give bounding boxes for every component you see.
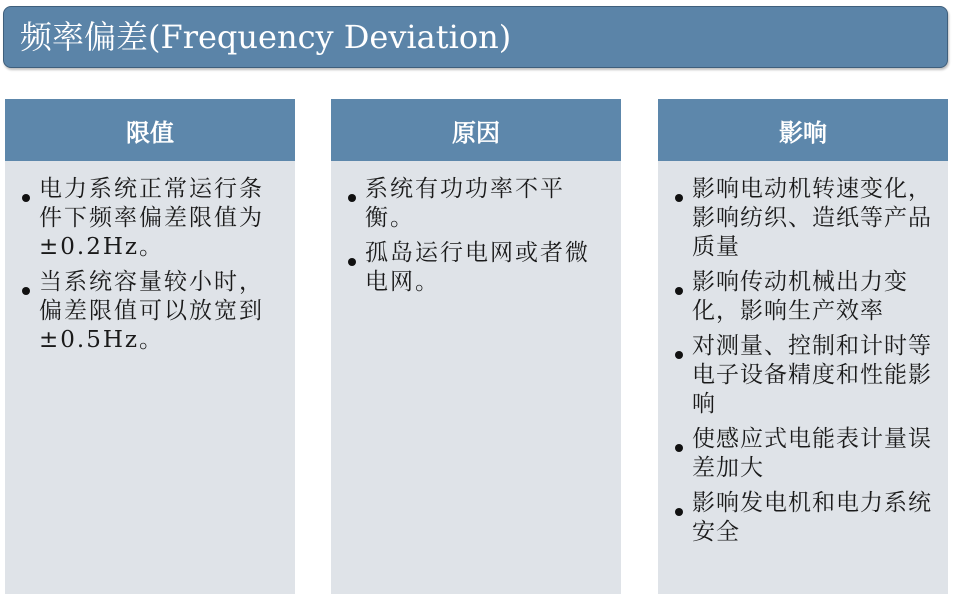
bullet-icon bbox=[348, 258, 356, 266]
list-item bbox=[672, 332, 946, 419]
bullet-icon bbox=[348, 194, 356, 202]
bullet-icon bbox=[675, 287, 683, 295]
bullet-icon bbox=[22, 194, 30, 202]
list-item bbox=[19, 268, 285, 355]
list-item-text: 系统有功功率不平衡。 bbox=[365, 176, 565, 231]
bullet-icon bbox=[22, 287, 30, 295]
column-impacts bbox=[658, 99, 948, 594]
column-limits bbox=[5, 99, 295, 594]
column-body-impacts bbox=[658, 161, 948, 547]
list-item bbox=[345, 175, 611, 233]
bullet-icon bbox=[675, 508, 683, 516]
list-item-text: 影响传动机械出力变化，影响生产效率 bbox=[692, 269, 908, 324]
list-item-text: 影响发电机和电力系统安全 bbox=[692, 490, 932, 545]
bullet-icon bbox=[675, 444, 683, 452]
list-item bbox=[672, 175, 946, 262]
list-item-text: 当系统容量较小时，偏差限值可以放宽到±0.5Hz。 bbox=[39, 269, 264, 353]
column-header-impacts: 影响 bbox=[658, 99, 948, 161]
list-item-text: 孤岛运行电网或者微电网。 bbox=[365, 240, 590, 295]
list-item-text: 对测量、控制和计时等电子设备精度和性能影响 bbox=[692, 333, 932, 417]
list-item-text: 电力系统正常运行条件下频率偏差限值为±0.2Hz。 bbox=[39, 176, 264, 260]
column-causes bbox=[331, 99, 621, 594]
column-header-limits: 限值 bbox=[5, 99, 295, 161]
bullet-icon bbox=[675, 194, 683, 202]
list-item-text: 使感应式电能表计量误差加大 bbox=[692, 426, 932, 481]
list-item bbox=[19, 175, 285, 262]
list-item-text: 影响电动机转速变化，影响纺织、造纸等产品质量 bbox=[692, 176, 932, 260]
column-body-limits bbox=[5, 161, 295, 355]
list-item bbox=[672, 489, 946, 547]
list-item bbox=[672, 425, 946, 483]
list-item bbox=[345, 239, 611, 297]
list-item bbox=[672, 268, 946, 326]
bullet-icon bbox=[675, 351, 683, 359]
page-title: 频率偏差(Frequency Deviation) bbox=[20, 18, 512, 56]
column-body-causes bbox=[331, 161, 621, 297]
column-header-causes: 原因 bbox=[331, 99, 621, 161]
title-bar bbox=[3, 6, 948, 68]
